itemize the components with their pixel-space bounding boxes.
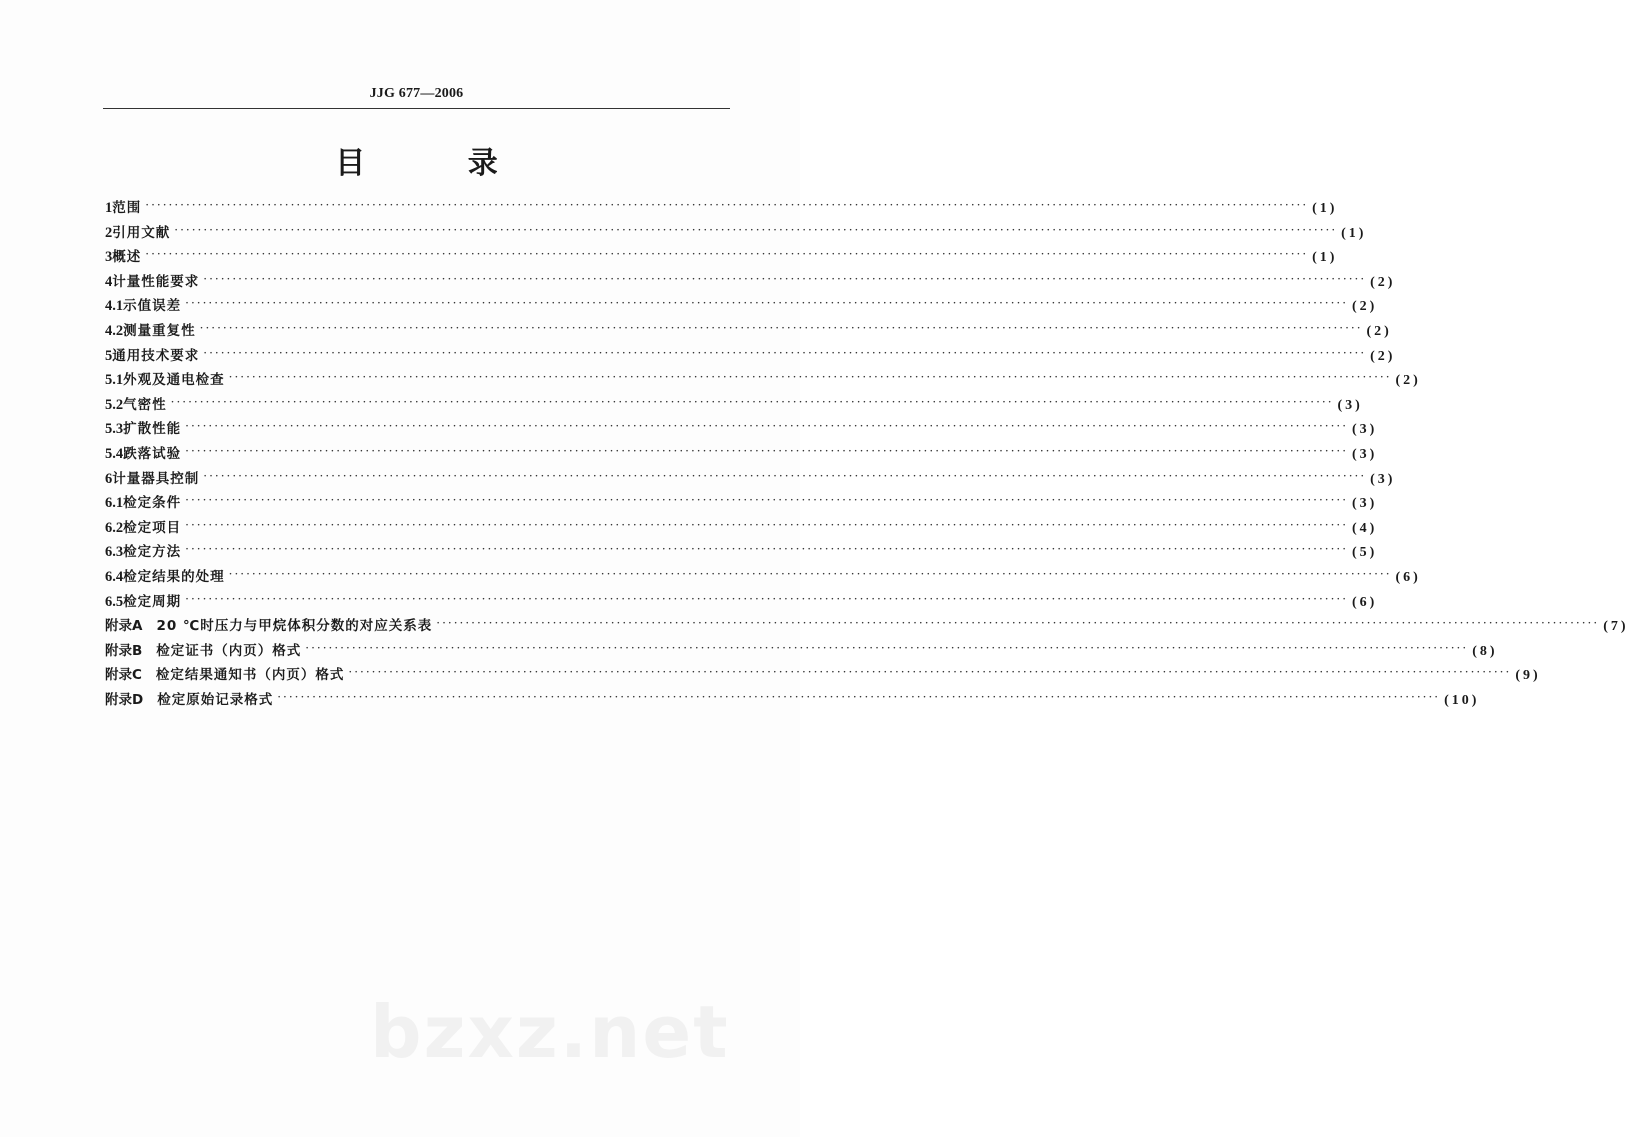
toc-entry bbox=[105, 688, 1480, 713]
toc-entry-number: 6.5 bbox=[105, 593, 124, 610]
toc-entry-page: (7) bbox=[1603, 619, 1629, 635]
toc-entry-number: 5.3 bbox=[105, 421, 124, 438]
toc-entry-number: 附录B bbox=[105, 642, 143, 659]
toc-leader-dots: ········································································································································································································ bbox=[228, 370, 1392, 385]
toc-entry-number: 6.3 bbox=[105, 544, 124, 561]
toc-entry-page: (10) bbox=[1444, 692, 1480, 708]
toc-entry bbox=[105, 491, 1378, 516]
toc-entry-title: 检定周期 bbox=[123, 593, 182, 610]
toc-entry-number: 5.4 bbox=[105, 445, 124, 462]
toc-entry bbox=[105, 221, 1367, 246]
toc-entry bbox=[105, 319, 1392, 344]
toc-leader-dots: ········································································································································································································ bbox=[203, 345, 1367, 360]
toc-entry-page: (2) bbox=[1366, 323, 1392, 339]
toc-leader-dots: ········································································································································································································ bbox=[145, 198, 1309, 212]
toc-leader-dots: ········································································································································································································ bbox=[185, 296, 1349, 311]
table-of-contents bbox=[105, 196, 1629, 712]
toc-entry-number: 4.2 bbox=[105, 322, 124, 339]
toc-entry-page: (6) bbox=[1395, 569, 1421, 585]
toc-entry-title: 范围 bbox=[112, 200, 142, 216]
toc-entry bbox=[105, 196, 1338, 221]
toc-entry-page: (3) bbox=[1370, 471, 1396, 487]
toc-entry-page: (4) bbox=[1352, 520, 1378, 536]
toc-entry bbox=[105, 614, 1629, 639]
watermark-text: bzxz.net bbox=[370, 990, 730, 1074]
toc-entry-title: 计量器具控制 bbox=[112, 470, 200, 487]
toc-entry-page: (3) bbox=[1352, 496, 1378, 512]
toc-entry-number: 附录C bbox=[105, 667, 142, 684]
toc-leader-dots: ········································································································································································································ bbox=[185, 419, 1349, 434]
toc-entry-title: 20 ℃时压力与甲烷体积分数的对应关系表 bbox=[156, 618, 433, 635]
toc-entry-page: (6) bbox=[1352, 594, 1378, 610]
toc-leader-dots: ········································································································································································································ bbox=[277, 689, 1441, 704]
toc-entry-number: 6.1 bbox=[105, 495, 124, 512]
toc-entry-page: (2) bbox=[1395, 373, 1421, 389]
toc-leader-dots: ········································································································································································································ bbox=[436, 616, 1600, 631]
toc-entry-title: 检定项目 bbox=[123, 519, 182, 536]
page-title: 目 录 bbox=[335, 146, 544, 181]
toc-entry bbox=[105, 344, 1396, 369]
toc-entry-page: (5) bbox=[1352, 545, 1378, 561]
toc-leader-dots: ········································································································································································································ bbox=[203, 468, 1367, 483]
toc-entry-page: (2) bbox=[1370, 348, 1396, 364]
toc-entry-page: (1) bbox=[1312, 201, 1338, 216]
toc-entry-title: 检定结果的处理 bbox=[123, 568, 225, 585]
toc-leader-dots: ········································································································································································································ bbox=[174, 222, 1338, 237]
toc-leader-dots: ········································································································································································································ bbox=[185, 517, 1349, 532]
toc-entry-page: (2) bbox=[1352, 299, 1378, 315]
toc-leader-dots: ········································································································································································································ bbox=[199, 320, 1363, 335]
toc-entry-page: (8) bbox=[1472, 643, 1498, 659]
toc-entry-page: (1) bbox=[1341, 225, 1367, 241]
toc-entry-title: 概述 bbox=[112, 249, 142, 266]
toc-entry bbox=[105, 442, 1378, 467]
toc-leader-dots: ········································································································································································································ bbox=[185, 443, 1349, 458]
toc-entry-number: 5.2 bbox=[105, 396, 124, 413]
toc-leader-dots: ········································································································································································································ bbox=[185, 591, 1349, 606]
toc-entry-page: (3) bbox=[1352, 446, 1378, 462]
toc-entry-page: (3) bbox=[1337, 397, 1363, 413]
document-header: JJG 677—2006 bbox=[369, 86, 464, 101]
header-rule bbox=[103, 108, 730, 109]
toc-leader-dots: ········································································································································································································ bbox=[228, 566, 1392, 581]
toc-entry bbox=[105, 516, 1378, 541]
toc-entry-number: 3 bbox=[105, 249, 113, 266]
toc-entry-title: 外观及通电检查 bbox=[123, 372, 225, 389]
toc-entry bbox=[105, 245, 1338, 270]
toc-leader-dots: ········································································································································································································ bbox=[185, 542, 1349, 557]
toc-entry bbox=[105, 417, 1378, 442]
toc-entry-number: 1 bbox=[105, 200, 113, 216]
toc-entry-title: 检定证书（内页）格式 bbox=[156, 642, 302, 659]
toc-entry bbox=[105, 393, 1363, 418]
toc-leader-dots: ········································································································································································································ bbox=[170, 394, 1334, 409]
toc-entry-title: 扩散性能 bbox=[123, 421, 182, 438]
toc-leader-dots: ········································································································································································································ bbox=[185, 493, 1349, 508]
toc-entry-number: 附录D bbox=[105, 691, 144, 708]
toc-entry-number: 2 bbox=[105, 224, 113, 241]
toc-entry bbox=[105, 368, 1421, 393]
toc-entry-number: 5 bbox=[105, 347, 113, 364]
toc-entry-number: 6.2 bbox=[105, 519, 124, 536]
toc-entry-page: (9) bbox=[1515, 668, 1541, 684]
toc-entry-title: 通用技术要求 bbox=[112, 347, 200, 364]
toc-entry-page: (1) bbox=[1312, 250, 1338, 266]
toc-entry-title: 测量重复性 bbox=[123, 322, 196, 339]
toc-entry-title: 检定结果通知书（内页）格式 bbox=[155, 667, 345, 684]
toc-entry-title: 检定条件 bbox=[123, 495, 182, 512]
toc-leader-dots: ········································································································································································································ bbox=[203, 271, 1367, 286]
toc-entry-page: (3) bbox=[1352, 422, 1378, 438]
toc-entry-number: 4.1 bbox=[105, 298, 124, 315]
toc-entry-title: 检定方法 bbox=[123, 544, 182, 561]
toc-entry-title: 跌落试验 bbox=[123, 445, 182, 462]
toc-entry-number: 6.4 bbox=[105, 568, 124, 585]
toc-entry-number: 附录A bbox=[105, 618, 143, 635]
toc-entry-title: 气密性 bbox=[123, 396, 167, 413]
toc-entry-title: 示值误差 bbox=[123, 298, 182, 315]
toc-entry-number: 4 bbox=[105, 273, 113, 290]
toc-leader-dots: ········································································································································································································ bbox=[348, 665, 1512, 680]
toc-entry bbox=[105, 270, 1396, 295]
toc-entry-title: 引用文献 bbox=[112, 224, 171, 241]
toc-entry bbox=[105, 467, 1396, 492]
toc-entry bbox=[105, 565, 1421, 590]
toc-entry-title: 计量性能要求 bbox=[112, 273, 200, 290]
toc-entry-number: 6 bbox=[105, 470, 113, 487]
toc-entry-title: 检定原始记录格式 bbox=[157, 691, 274, 708]
toc-entry bbox=[105, 540, 1378, 565]
toc-entry bbox=[105, 590, 1378, 615]
toc-leader-dots: ········································································································································································································ bbox=[305, 640, 1469, 655]
toc-entry-page: (2) bbox=[1370, 274, 1396, 290]
toc-entry bbox=[105, 663, 1541, 688]
toc-entry-number: 5.1 bbox=[105, 372, 124, 389]
toc-entry bbox=[105, 639, 1498, 664]
toc-entry bbox=[105, 294, 1378, 319]
toc-leader-dots: ········································································································································································································ bbox=[145, 247, 1309, 262]
